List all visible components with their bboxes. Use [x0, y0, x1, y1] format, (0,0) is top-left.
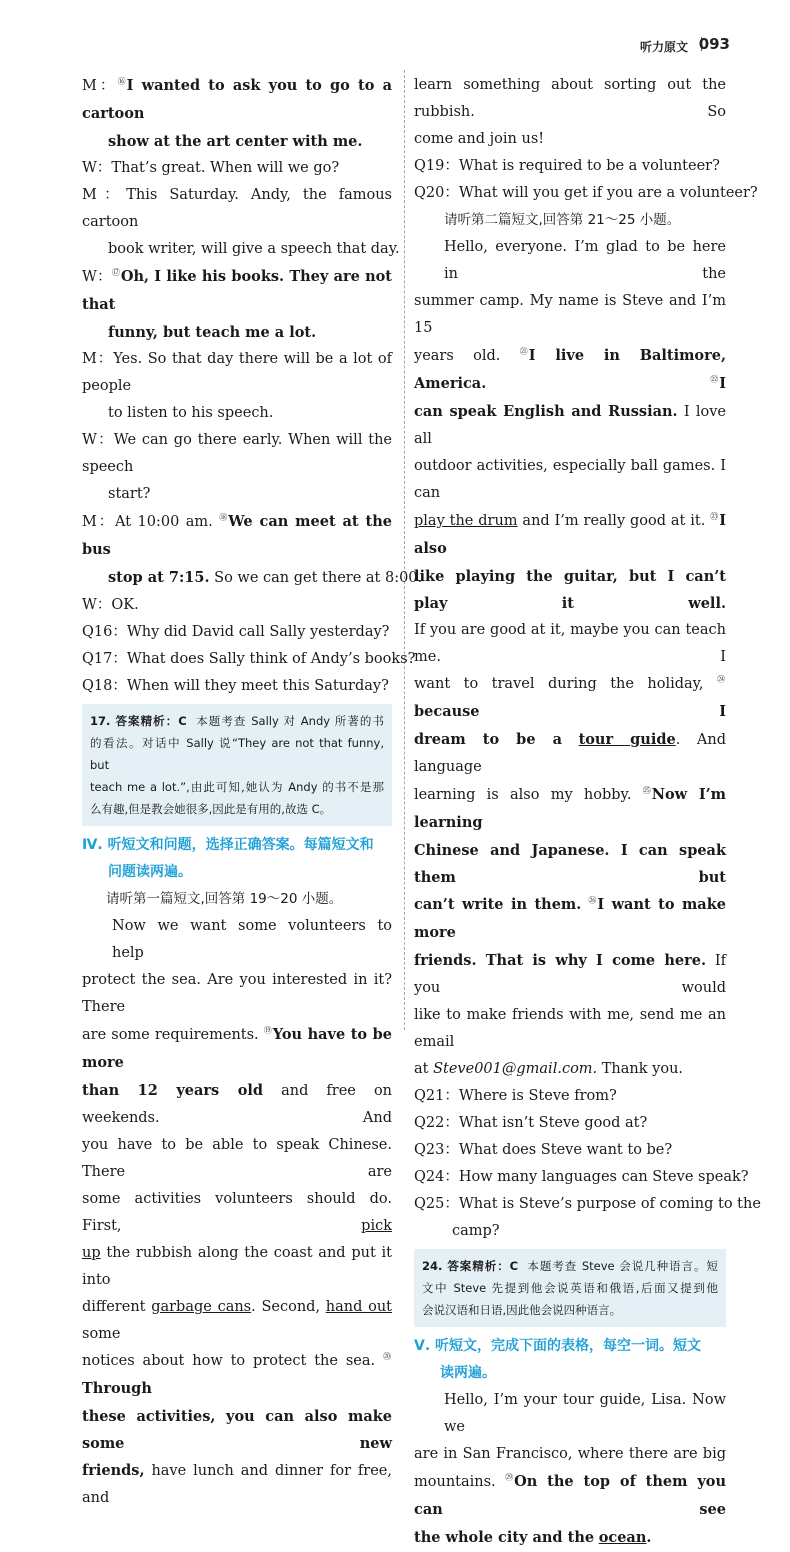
passage-line: years old. ㉑I live in Baltimore, America. ㉒I [414, 347, 727, 392]
page-number: 093 [698, 35, 730, 53]
passage-line: learn something about sorting out the rubbish. So [414, 77, 726, 120]
dialog-line: W：OK. [82, 597, 139, 613]
question-line: Q18：When will they meet this Saturday? [82, 678, 389, 694]
dialog-line-cont: funny, but teach me a lot. [108, 324, 317, 341]
dialog-line: M：At 10:00 am. ⑱We can meet at the bus [82, 513, 392, 558]
answer-line: 会说汉语和日语,因此他会说四种语言。 [422, 1303, 622, 1317]
dialog-line: M：⑯I wanted to ask you to go to a cartoon [82, 77, 392, 122]
passage-line: friends, have lunch and dinner for free, and [82, 1462, 392, 1506]
answer-box [414, 1249, 726, 1327]
passage-line: mountains. ㉙On the top of them you can see [414, 1473, 727, 1518]
passage-line: these activities, you can also make some new [82, 1408, 392, 1452]
passage-line: friends. That is why I come here. If you would [414, 952, 726, 996]
passage-line: protect the sea. Are you interested in it? There [82, 972, 392, 1015]
dialog-line: M：This Saturday. Andy, the famous cartoon [82, 187, 392, 230]
passage-line: play the drum and I’m really good at it. ㉓I also [414, 512, 726, 557]
passage-line: want to travel during the holiday, ㉔because I [414, 675, 726, 720]
question-line: Q25：What is Steve’s purpose of coming to the [414, 1196, 761, 1212]
question-line: Q23：What does Steve want to be? [414, 1142, 673, 1158]
passage-line: If you are good at it, maybe you can teach me. I [414, 622, 726, 665]
passage-line: like to make friends with me, send me an email [414, 1007, 726, 1050]
answer-line: 文中 Steve 先提到他会说英语和俄语,后面又提到他 [422, 1281, 718, 1295]
passage-intro: 请听第二篇短文,回答第 21～25 小题。 [444, 212, 681, 228]
question-line: Q17：What does Sally think of Andy’s books? [82, 651, 416, 667]
question-line-cont: camp? [452, 1223, 500, 1239]
passage-line: can’t write in them. ㉖I want to make more [414, 896, 726, 941]
question-line: Q16：Why did David call Sally yesterday? [82, 624, 390, 640]
answer-line: 17. 答案精析：C 本题考查 Sally 对 Andy 所著的书 [90, 714, 384, 728]
passage-line: are some requirements. ⑲You have to be more [82, 1026, 392, 1071]
dialog-line-cont: to listen to his speech. [108, 405, 274, 421]
dialog-line-cont: stop at 7:15. So we can get there at 8:00. [108, 569, 423, 586]
answer-box [82, 704, 392, 826]
passage-line: at Steve001@gmail.com. Thank you. [414, 1061, 684, 1077]
section-heading-line: 问题读两遍。 [108, 864, 192, 880]
left-column [82, 72, 423, 1512]
answer-line: teach me a lot.”,由此可知,她认为 Andy 的书不是那 [90, 780, 384, 794]
right-column [414, 72, 761, 1552]
passage-line: can speak English and Russian. I love all [414, 403, 726, 447]
question-line: Q19：What is required to be a volunteer? [414, 158, 720, 174]
section-heading [82, 832, 392, 886]
passage-line: learning is also my hobby. ㉕Now I’m learning [414, 786, 726, 831]
dialog-line-cont: show at the art center with me. [108, 133, 363, 150]
dialog-line-cont: book writer, will give a speech that day. [108, 241, 400, 257]
passage-line: different garbage cans. Second, hand out some [82, 1299, 392, 1342]
answer-line: 的看法。对话中 Sally 说“They are not that funny, but [90, 736, 384, 772]
section-title: 听力原文 [639, 40, 688, 54]
passage-line: are in San Francisco, where there are big [414, 1446, 726, 1462]
question-line: Q21：Where is Steve from? [414, 1088, 617, 1104]
section-heading-line: Ⅴ. 听短文，完成下面的表格，每空一词。短文 [414, 1338, 702, 1354]
section-heading [414, 1333, 726, 1387]
question-line: Q20：What will you get if you are a volunteer? [414, 185, 758, 201]
passage-line: Hello, I’m your tour guide, Lisa. Now we [444, 1392, 726, 1435]
passage-line: you have to be able to speak Chinese. There are [82, 1137, 392, 1180]
section-heading-line: Ⅳ. 听短文和问题，选择正确答案。每篇短文和 [82, 837, 374, 853]
question-line: Q24：How many languages can Steve speak? [414, 1169, 749, 1185]
dialog-line: M：Yes. So that day there will be a lot of people [82, 351, 392, 394]
passage-intro: 请听第一篇短文,回答第 19～20 小题。 [106, 891, 343, 907]
passage-line: than 12 years old and free on weekends. And [82, 1082, 393, 1126]
passage-line: Hello, everyone. I’m glad to be here in the [444, 239, 726, 282]
passage-line: outdoor activities, especially ball games. I can [414, 458, 726, 501]
dialog-line-cont: start? [108, 486, 151, 502]
section-heading-line: 读两遍。 [440, 1365, 496, 1381]
passage-line: notices about how to protect the sea. ⑳Through [82, 1352, 392, 1397]
dialog-line: W：That’s great. When will we go? [82, 160, 340, 176]
question-line: Q22：What isn’t Steve good at? [414, 1115, 648, 1131]
page-header [0, 0, 790, 58]
passage-line: dream to be a tour guide. And language [414, 731, 726, 775]
passage-line: Chinese and Japanese. I can speak them but [414, 842, 726, 886]
passage-line: Now we want some volunteers to help [112, 918, 392, 961]
passage-line: like playing the guitar, but I can’t play it well. [414, 568, 726, 612]
dialog-line: W：⑰Oh, I like his books. They are not that [82, 268, 392, 313]
passage-line: the whole city and the ocean. [414, 1529, 652, 1546]
passage-line: come and join us! [414, 131, 545, 147]
answer-line: 24. 答案精析：C 本题考查 Steve 会说几种语言。短 [422, 1259, 718, 1273]
passage-line: some activities volunteers should do. First, pick [82, 1191, 392, 1234]
column-divider [404, 70, 405, 1030]
dialog-line: W：We can go there early. When will the speech [82, 432, 393, 475]
passage-line: summer camp. My name is Steve and I’m 15 [414, 293, 726, 336]
passage-line: up the rubbish along the coast and put it into [82, 1245, 392, 1288]
answer-line: 么有趣,但是教会她很多,因此是有用的,故选 C。 [90, 802, 332, 816]
